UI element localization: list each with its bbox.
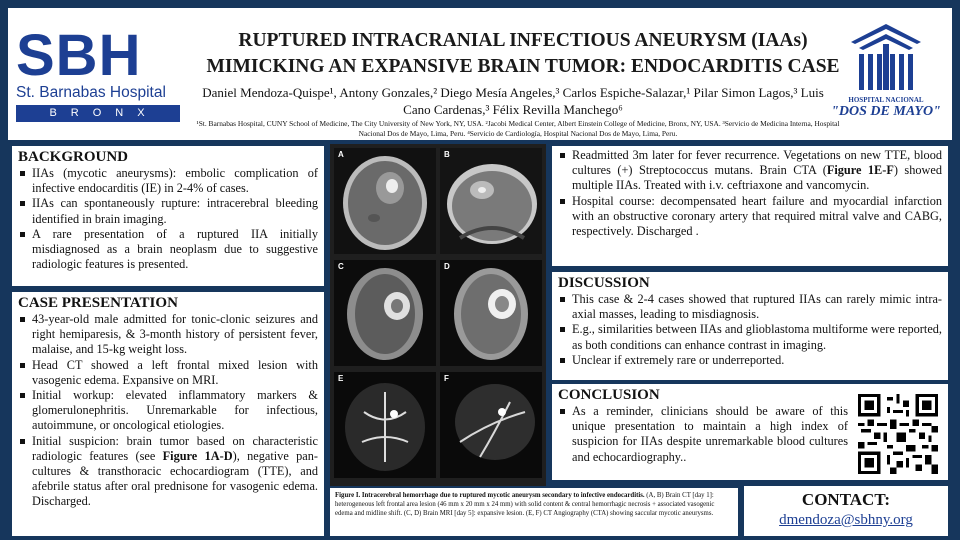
conclusion-heading: CONCLUSION: [558, 387, 660, 403]
figure-d-mri-scan: [440, 260, 542, 366]
case-item-text: ) showed multiple IIAs. Treated with i.v. ceftriaxone and vancomycin.: [572, 163, 942, 193]
background-item: IIAs (mycotic aneurysms): embolic complication of infective endocarditis (IE) in 2-4% of cases.: [18, 166, 318, 196]
figure-e-ct-angiography: [334, 372, 436, 478]
case-item: Head CT showed a left frontal mixed lesion with vasogenic edema. Expansive on MRI.: [18, 358, 318, 388]
sbh-logo: [16, 23, 180, 122]
qr-code-icon: [858, 394, 938, 474]
dos-de-mayo-label: "DOS DE MAYO": [831, 104, 941, 119]
background-item: A rare presentation of a ruptured IIA initially misdiagnosed as a brain neoplasm due to suggestive radiologic features is presented.: [18, 227, 318, 273]
figure-caption: [330, 488, 738, 536]
case-item: [18, 434, 318, 510]
caption-title: Figure I. Intracerebral hemorrhage due to ruptured mycotic aneurysm secondary to infective endocarditis.: [335, 492, 645, 499]
hospital-nacional-label: HOSPITAL NACIONAL: [848, 96, 924, 104]
case-item: 43-year-old male admitted for tonic-clonic seizures and right hemiparesis, & 3-month history of persistent fever, malaise, and 15-kg weight loss.: [18, 312, 318, 358]
figure-grid: [330, 144, 546, 486]
case-continuation-section: [552, 146, 948, 266]
figure-b-ct-scan: [440, 148, 542, 254]
poster-title-line-2: MIMICKING AN EXPANSIVE BRAIN TUMOR: ENDOCARDITIS CASE: [206, 56, 840, 77]
case-item-text: Readmitted 3m later for fever recurrence. Vegetations on new TTE, blood cultures (+) Streptococcus mutans. Brain CTA (: [572, 148, 942, 178]
figure-f-ct-angiography: [440, 372, 542, 478]
case-item-text: Initial suspicion: brain tumor based on characteristic radiologic features (see: [32, 433, 318, 463]
case-item: Initial workup: elevated inflammatory markers & glomerulonephritis. Unremarkable for infectious, autoimmune, or oncological etiologies.: [18, 388, 318, 434]
caption-text: (A, B) Brain CT [day 1]: heterogeneous left frontal area lesion (46 mm x 20 mm x 24 mm) with solid content & central hemorrhagic necrosis + associated vasogenic edema and midline shift. (C, D) Brain MRI [day 5]: expansive lesion. (E, F) CT Angiography (CTA) showing saccular mycotic aneurysms.: [335, 492, 715, 517]
discussion-item: E.g., similarities between IIAs and glioblastoma multiforme were reported, as both conditions can enhance contrast in imaging.: [558, 322, 942, 352]
figure-label: B: [444, 150, 450, 159]
qr-code[interactable]: [858, 394, 938, 474]
affiliations: ¹St. Barnabas Hospital, CUNY School of Medicine, The City University of New York, NY, USA. ²Jacobi Medical Center, Albert Einstein College of Medicine, Bronx, NY, USA. ³Servicio de Medicina Interna, Hospital Nacional Dos de Mayo, Lima, Peru. ⁴Servicio de Cardiología, Hospital Nacional Dos de Mayo, Lima, Peru.: [196, 119, 840, 138]
figure-label: D: [444, 262, 450, 271]
figure-c-mri-scan: [334, 260, 436, 366]
hospital-nacional-logo: [826, 22, 946, 130]
case-continuation-item: Hospital course: decompensated heart failure and myocardial infarction with an obstructive coronary artery that required mitral valve and CABG, respectively. Discharged .: [558, 194, 942, 240]
figure-label: A: [338, 150, 344, 159]
contact-heading: CONTACT:: [801, 490, 891, 509]
figure-reference: Figure 1E-F: [826, 163, 894, 178]
discussion-item: This case & 2-4 cases showed that ruptured IIAs can rarely mimic intra-axial masses, leading to misdiagnosis.: [558, 292, 942, 322]
sbh-logo-city: BRONX: [16, 105, 180, 122]
author-list: Daniel Mendoza-Quispe¹, Antony Gonzales,² Diego Mesía Angeles,³ Carlos Espiche-Salazar,¹ Pilar Simon Lagos,³ Luis Cano Cardenas,³ Félix Revilla Manchego⁶: [202, 85, 824, 117]
hospital-building-icon: [849, 22, 923, 94]
background-section: [12, 146, 324, 286]
contact-email-link[interactable]: dmendoza@sbhny.org: [779, 512, 913, 528]
poster-title: [180, 28, 866, 80]
figure-label: C: [338, 262, 344, 271]
background-heading: BACKGROUND: [18, 149, 129, 165]
case-item-text: ), negative pan-cultures & transthoracic echocardiogram (TTE), and afebrile status after oral prednisone for vasogenic edema. Discharged.: [32, 448, 318, 509]
figure-reference: Figure 1A-D: [162, 448, 233, 463]
figure-a-ct-scan: [334, 148, 436, 254]
case-presentation-heading: CASE PRESENTATION: [18, 295, 178, 311]
sbh-logo-mark: SBH: [16, 23, 142, 88]
case-continuation-item: [558, 148, 942, 194]
poster-title-line-1: RUPTURED INTRACRANIAL INFECTIOUS ANEURYSM (IAAs): [238, 30, 808, 51]
contact-section: [744, 486, 948, 536]
poster-header: [8, 8, 952, 140]
discussion-section: [552, 272, 948, 380]
figure-label: F: [444, 374, 449, 383]
sbh-logo-name: St. Barnabas Hospital: [16, 84, 166, 101]
case-presentation-section: [12, 292, 324, 536]
discussion-item: Unclear if extremely rare or underreported.: [558, 353, 942, 368]
figure-label: E: [338, 374, 344, 383]
background-item: IIAs can spontaneously rupture: intracerebral bleeding identified in brain imaging.: [18, 196, 318, 226]
conclusion-item: As a reminder, clinicians should be aware of this unique presentation to maintain a high index of suspicion for IIAs despite unremarkable blood cultures and echocardiography..: [558, 404, 848, 465]
discussion-heading: DISCUSSION: [558, 275, 650, 291]
